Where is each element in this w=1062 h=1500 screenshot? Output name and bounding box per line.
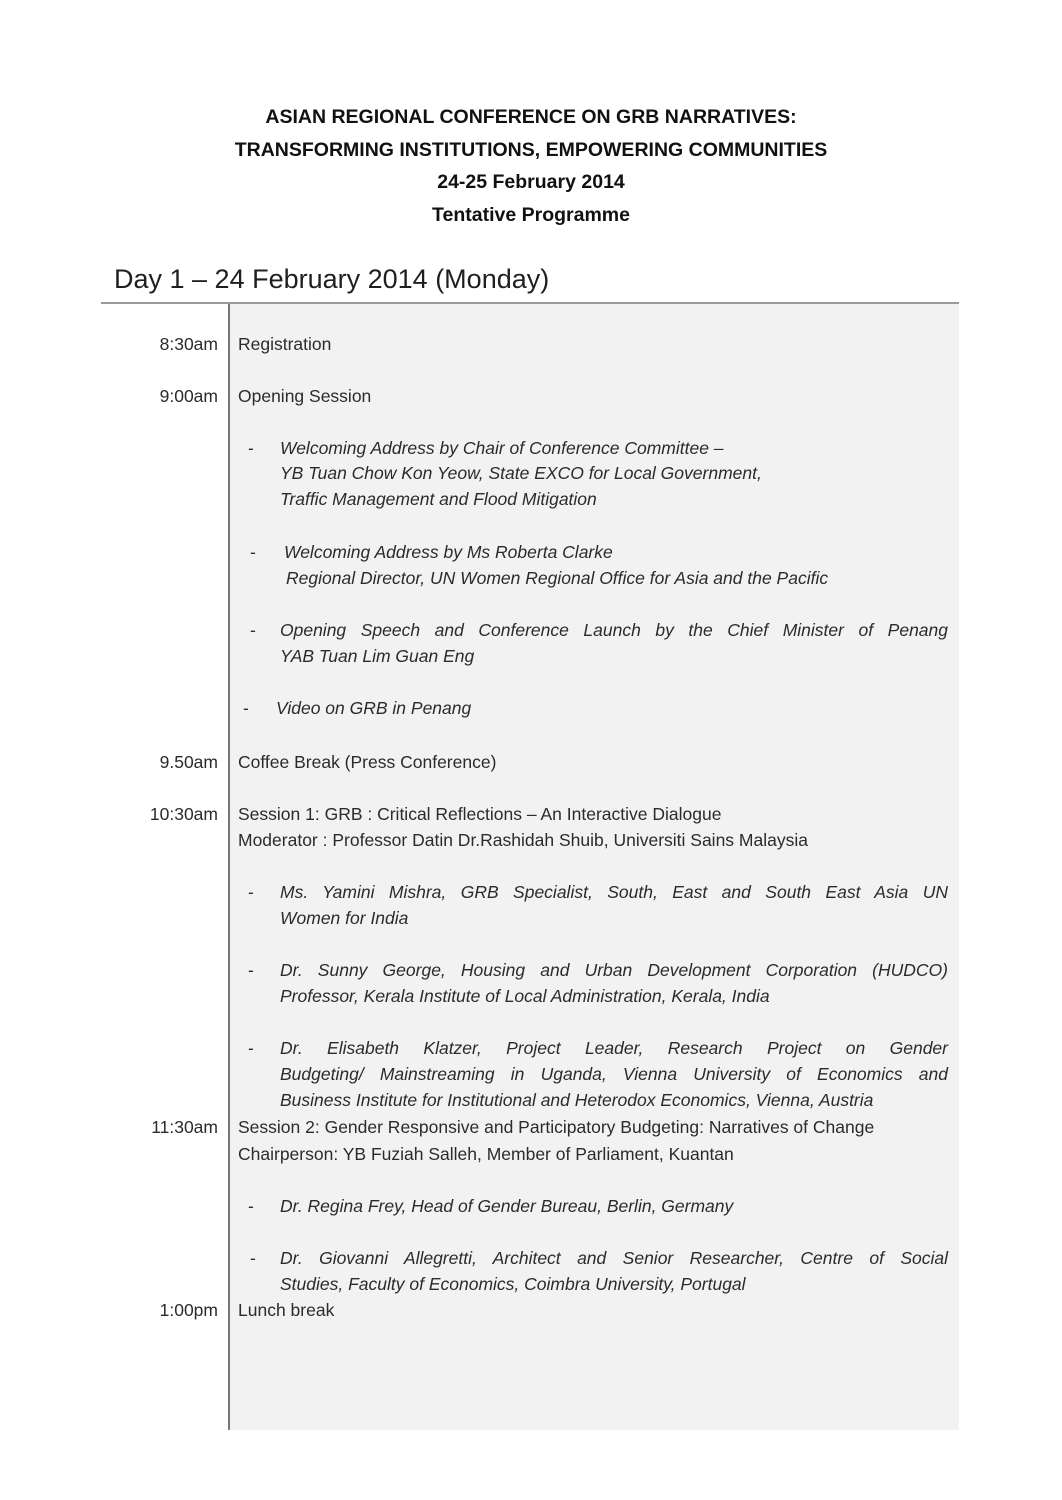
document-header bbox=[0, 104, 1062, 234]
agenda-item: Traffic Management and Flood Mitigation bbox=[280, 489, 597, 509]
session-title: Coffee Break (Press Conference) bbox=[238, 752, 497, 772]
schedule-divider bbox=[228, 304, 230, 1430]
bullet-dash: - bbox=[243, 698, 249, 718]
bullet-dash: - bbox=[250, 542, 256, 562]
time-slot: 10:30am bbox=[149, 804, 218, 824]
agenda-item: Video on GRB in Penang bbox=[276, 698, 472, 718]
agenda-item: Studies, Faculty of Economics, Coimbra University, Portugal bbox=[280, 1274, 746, 1294]
agenda-item: Opening Speech and Conference Launch by the Chief Minister of Penang bbox=[280, 620, 948, 640]
session-moderator: Moderator : Professor Datin Dr.Rashidah Shuib, Universiti Sains Malaysia bbox=[238, 830, 808, 850]
agenda-item: Dr. Regina Frey, Head of Gender Bureau, Berlin, Germany bbox=[280, 1196, 734, 1216]
programme-label: Tentative Programme bbox=[432, 203, 630, 226]
agenda-item: Women for India bbox=[280, 908, 409, 928]
time-slot: 9:00am bbox=[159, 386, 218, 406]
session-title: Session 2: Gender Responsive and Participatory Budgeting: Narratives of Change bbox=[238, 1117, 875, 1137]
session-title: Registration bbox=[238, 334, 332, 354]
agenda-item: Budgeting/ Mainstreaming in Uganda, Vienna University of Economics and bbox=[280, 1064, 948, 1084]
agenda-item: Welcoming Address by Ms Roberta Clarke bbox=[284, 542, 613, 562]
agenda-item: Business Institute for Institutional and Heterodox Economics, Vienna, Austria bbox=[280, 1090, 874, 1110]
bullet-dash: - bbox=[248, 882, 254, 902]
agenda-item: Ms. Yamini Mishra, GRB Specialist, South, East and South East Asia UN bbox=[280, 882, 948, 902]
session-title: Session 1: GRB : Critical Reflections – An Interactive Dialogue bbox=[238, 804, 722, 824]
bullet-dash: - bbox=[248, 960, 254, 980]
day-heading: Day 1 – 24 February 2014 (Monday) bbox=[114, 264, 550, 294]
session-title: Lunch break bbox=[238, 1300, 335, 1320]
conference-title: ASIAN REGIONAL CONFERENCE ON GRB NARRATIVES: bbox=[265, 106, 797, 128]
time-slot: 11:30am bbox=[151, 1117, 218, 1137]
agenda-item: Dr. Giovanni Allegretti, Architect and Senior Researcher, Centre of Social bbox=[280, 1248, 948, 1268]
conference-subtitle: TRANSFORMING INSTITUTIONS, EMPOWERING COMMUNITIES bbox=[234, 138, 828, 161]
bullet-dash: - bbox=[248, 1038, 254, 1058]
time-slot: 8:30am bbox=[159, 334, 218, 354]
time-slot: 9.50am bbox=[159, 752, 218, 772]
bullet-dash: - bbox=[250, 1248, 256, 1268]
session-chair: Chairperson: YB Fuziah Salleh, Member of Parliament, Kuantan bbox=[238, 1144, 734, 1164]
agenda-item: Professor, Kerala Institute of Local Administration, Kerala, India bbox=[280, 986, 770, 1006]
bullet-dash: - bbox=[248, 1196, 254, 1216]
agenda-item: Dr. Sunny George, Housing and Urban Development Corporation (HUDCO) bbox=[280, 960, 948, 980]
agenda-item: YAB Tuan Lim Guan Eng bbox=[280, 646, 475, 666]
agenda-item: Regional Director, UN Women Regional Office for Asia and the Pacific bbox=[286, 568, 829, 588]
bullet-dash: - bbox=[250, 620, 256, 640]
session-title: Opening Session bbox=[238, 386, 372, 406]
bullet-dash: - bbox=[248, 438, 254, 458]
agenda-item: YB Tuan Chow Kon Yeow, State EXCO for Local Government, bbox=[280, 463, 762, 483]
time-slot: 1:00pm bbox=[159, 1300, 218, 1320]
agenda-item: Dr. Elisabeth Klatzer, Project Leader, Research Project on Gender bbox=[280, 1038, 948, 1058]
agenda-item: Welcoming Address by Chair of Conference Committee – bbox=[280, 438, 724, 458]
conference-dates: 24-25 February 2014 bbox=[437, 171, 625, 193]
